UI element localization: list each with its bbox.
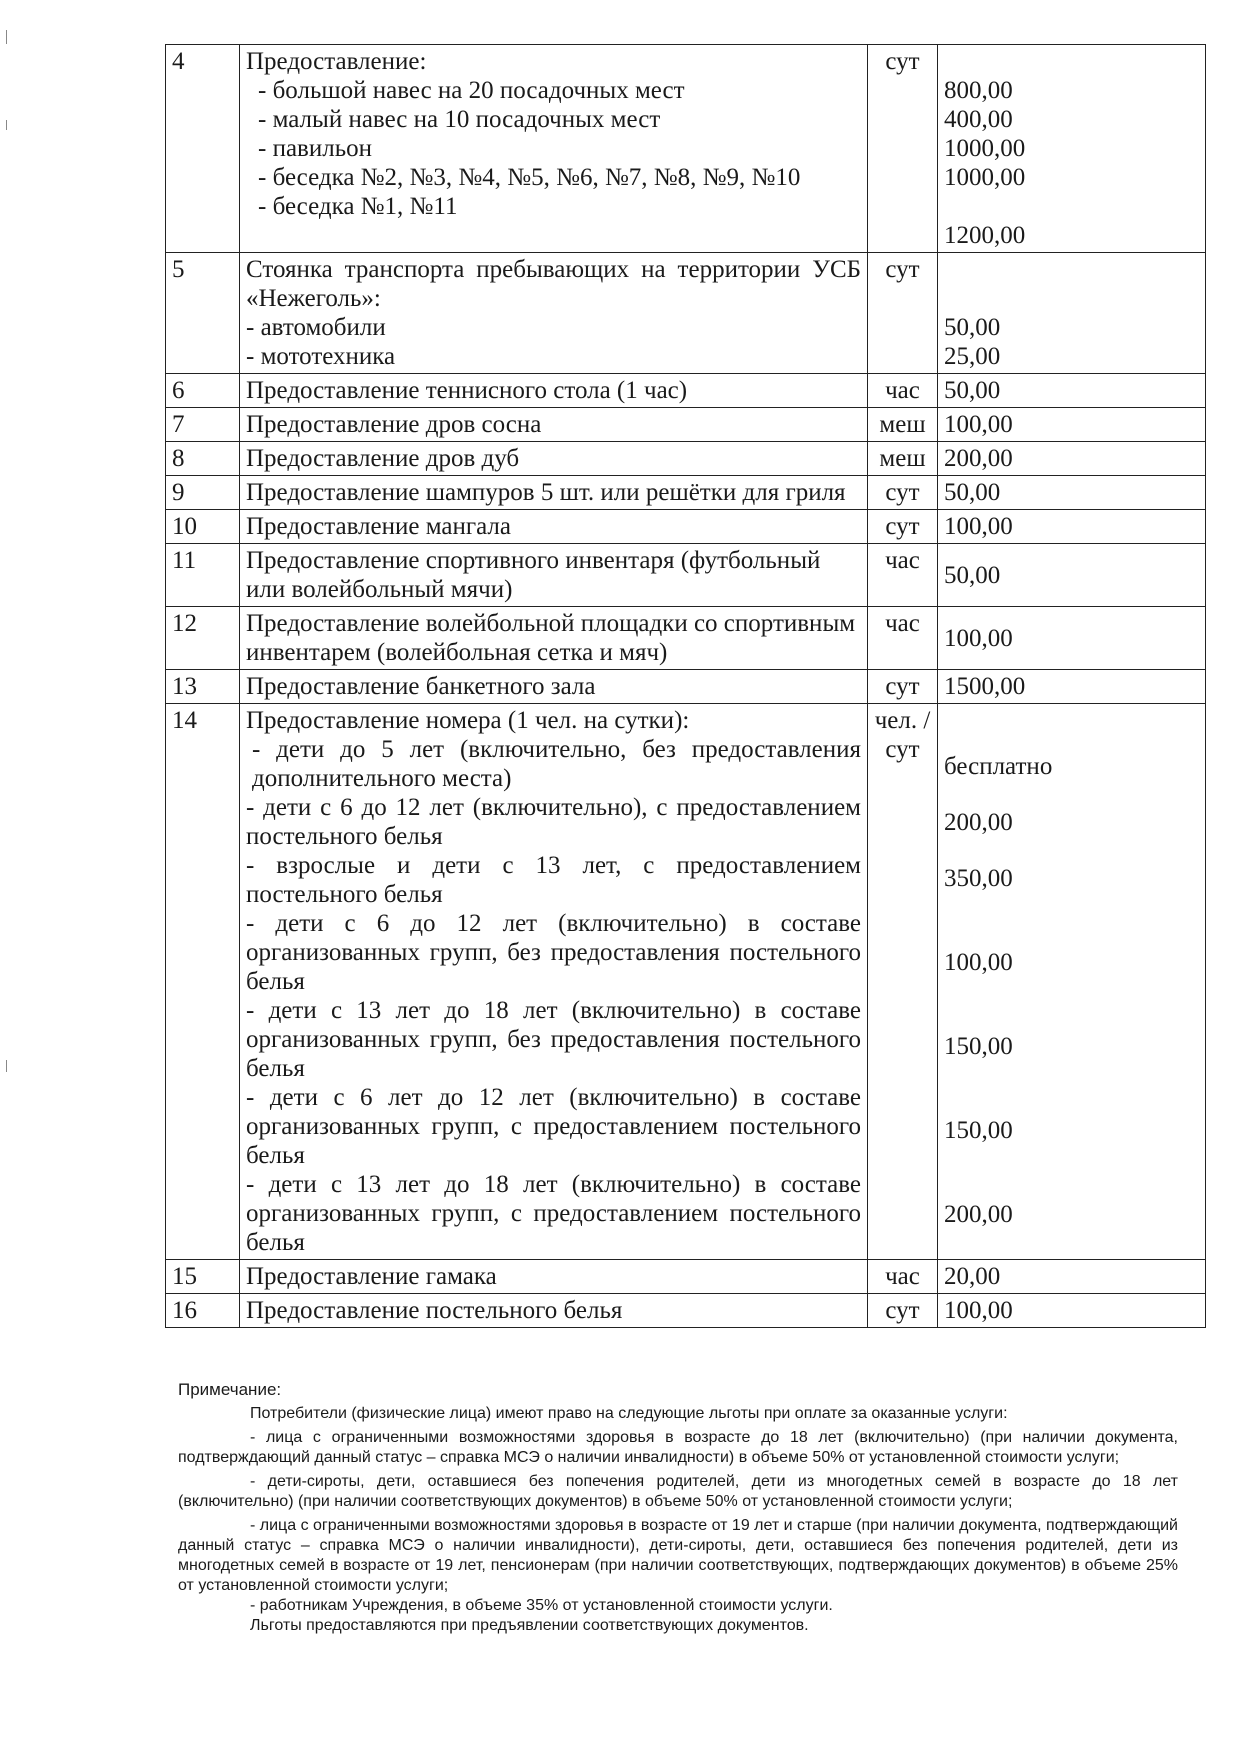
unit-cell: час	[868, 374, 938, 408]
service-name: Предоставление мангала	[240, 510, 868, 544]
price-value: 20,00	[938, 1260, 1206, 1294]
service-title: Предоставление номера (1 чел. на сутки):	[246, 707, 690, 734]
table-row	[166, 374, 1206, 408]
table-row	[166, 1260, 1206, 1294]
row-number: 6	[166, 374, 240, 408]
service-item: - дети с 6 до 12 лет (включительно), с предоставлением постельного белья	[246, 794, 861, 850]
price-value: 350,00	[944, 865, 1013, 892]
row-number: 16	[166, 1294, 240, 1328]
service-item: - дети с 6 до 12 лет (включительно) в составе организованных групп, без предоставления постельного белья	[246, 910, 861, 995]
price-value: 400,00	[944, 106, 1013, 133]
note-title: Примечание:	[178, 1380, 282, 1399]
table-row	[166, 670, 1206, 704]
price-cell	[938, 253, 1206, 374]
row-number: 9	[166, 476, 240, 510]
table-row	[166, 253, 1206, 374]
price-value: 50,00	[938, 544, 1206, 607]
price-value: 1000,00	[944, 164, 1026, 191]
service-item: - взрослые и дети с 13 лет, с предоставлением постельного белья	[246, 852, 861, 908]
scan-mark	[6, 1060, 7, 1072]
service-item: - большой навес на 20 посадочных мест	[258, 77, 685, 104]
note-intro: Потребители (физические лица) имеют право на следующие льготы при оплате за оказанные услуги:	[250, 1405, 1008, 1422]
price-value: 1200,00	[944, 222, 1026, 249]
service-name: Предоставление дров дуб	[240, 442, 868, 476]
row-number: 8	[166, 442, 240, 476]
unit-cell: чел. /сут	[868, 704, 938, 1260]
price-value: 150,00	[944, 1033, 1013, 1060]
price-value: 100,00	[938, 408, 1206, 442]
unit-cell: сут	[868, 476, 938, 510]
service-name: Предоставление гамака	[240, 1260, 868, 1294]
price-cell	[938, 45, 1206, 253]
service-item: - мототехника	[246, 343, 396, 370]
service-name: Предоставление волейбольной площадки со спортивным инвентарем (волейбольная сетка и мяч)	[240, 607, 868, 670]
service-item: - автомобили	[246, 314, 386, 341]
unit-cell: час	[868, 1260, 938, 1294]
table-row	[166, 510, 1206, 544]
price-value: 100,00	[938, 1294, 1206, 1328]
row-number: 11	[166, 544, 240, 607]
service-title: Стоянка транспорта пребывающих на территории УСБ «Нежеголь»:	[246, 256, 861, 312]
service-item: - дети с 13 лет до 18 лет (включительно) в составе организованных групп, с предоставлением постельного белья	[246, 1171, 861, 1256]
service-name: Предоставление спортивного инвентаря (футбольный или волейбольный мячи)	[240, 544, 868, 607]
table-row	[166, 45, 1206, 253]
table-row	[166, 704, 1206, 1260]
table-row	[166, 442, 1206, 476]
row-number: 12	[166, 607, 240, 670]
price-value: 50,00	[938, 476, 1206, 510]
unit-cell: меш	[868, 408, 938, 442]
price-value: 200,00	[944, 1201, 1013, 1228]
row-number: 4	[166, 45, 240, 253]
note-item: - лица с ограниченными возможностями здоровья в возрасте до 18 лет (включительно) (при наличии документа, подтверждающий данный статус – справка МСЭ о наличии инвалидности) в объеме 50% от установленной стоимости услуги;	[178, 1429, 1178, 1466]
note-closing: Льготы предоставляются при предъявлении соответствующих документов.	[250, 1617, 809, 1634]
table-row	[166, 408, 1206, 442]
service-name: Предоставление шампуров 5 шт. или решётки для гриля	[240, 476, 868, 510]
service-name: Предоставление теннисного стола (1 час)	[240, 374, 868, 408]
note-item: - дети-сироты, дети, оставшиеся без попечения родителей, дети из многодетных семей в возрасте до 18 лет (включительно) (при наличии соответствующих документов) в объеме 50% от установленной стоимости услуги;	[178, 1473, 1178, 1510]
price-value: 100,00	[944, 949, 1013, 976]
service-item: - беседка №2, №3, №4, №5, №6, №7, №8, №9, №10	[258, 164, 801, 191]
unit-cell: сут	[868, 1294, 938, 1328]
price-table	[165, 44, 1206, 1328]
price-value: 50,00	[944, 314, 1001, 341]
service-name	[240, 704, 868, 1260]
unit-cell: сут	[868, 45, 938, 253]
row-number: 15	[166, 1260, 240, 1294]
scan-mark	[6, 120, 7, 130]
scan-mark	[6, 30, 7, 44]
note-item: - лица с ограниченными возможностями здоровья в возрасте от 19 лет и старше (при наличии документа, подтверждающий данный статус – справка МСЭ о наличии инвалидности), дети-сироты, дети, оставшиеся без попечения родителей, дети из многодетных семей в возрасте от 19 лет, пенсионерам (при наличии соответствующих, подтверждающих документов) в объеме 25% от установленной стоимости услуги;	[178, 1517, 1178, 1594]
price-value: 200,00	[938, 442, 1206, 476]
row-number: 14	[166, 704, 240, 1260]
unit-cell: час	[868, 544, 938, 607]
row-number: 5	[166, 253, 240, 374]
price-value: 150,00	[944, 1117, 1013, 1144]
price-value: 50,00	[938, 374, 1206, 408]
row-number: 7	[166, 408, 240, 442]
table-row	[166, 476, 1206, 510]
unit-cell: сут	[868, 670, 938, 704]
unit-cell: сут	[868, 253, 938, 374]
price-value: 100,00	[938, 510, 1206, 544]
row-number: 13	[166, 670, 240, 704]
service-name: Предоставление постельного белья	[240, 1294, 868, 1328]
price-value: 1000,00	[944, 135, 1026, 162]
price-value: 200,00	[944, 809, 1013, 836]
price-value: 1500,00	[938, 670, 1206, 704]
service-item: - павильон	[258, 135, 372, 162]
service-item: - беседка №1, №11	[258, 193, 458, 220]
note-item: - работникам Учреждения, в объеме 35% от установленной стоимости услуги.	[250, 1597, 833, 1614]
unit-cell: меш	[868, 442, 938, 476]
service-item: - дети с 13 лет до 18 лет (включительно) в составе организованных групп, без предоставления постельного белья	[246, 997, 861, 1082]
service-title: Предоставление:	[246, 48, 427, 75]
service-item: - дети с 6 лет до 12 лет (включительно) в составе организованных групп, с предоставлением постельного белья	[246, 1084, 861, 1169]
service-name	[240, 253, 868, 374]
service-name	[240, 45, 868, 253]
unit-cell: час	[868, 607, 938, 670]
table-row	[166, 607, 1206, 670]
price-value: 800,00	[944, 77, 1013, 104]
table-row	[166, 544, 1206, 607]
service-item: - дети до 5 лет (включительно, без предоставления дополнительного места)	[252, 736, 861, 792]
service-name: Предоставление банкетного зала	[240, 670, 868, 704]
service-name: Предоставление дров сосна	[240, 408, 868, 442]
unit-cell: сут	[868, 510, 938, 544]
price-value: бесплатно	[944, 753, 1053, 780]
service-item: - малый навес на 10 посадочных мест	[258, 106, 661, 133]
price-value: 25,00	[944, 343, 1001, 370]
note-body	[178, 1404, 1178, 1640]
row-number: 10	[166, 510, 240, 544]
price-value: 100,00	[938, 607, 1206, 670]
table-row	[166, 1294, 1206, 1328]
price-cell	[938, 704, 1206, 1260]
